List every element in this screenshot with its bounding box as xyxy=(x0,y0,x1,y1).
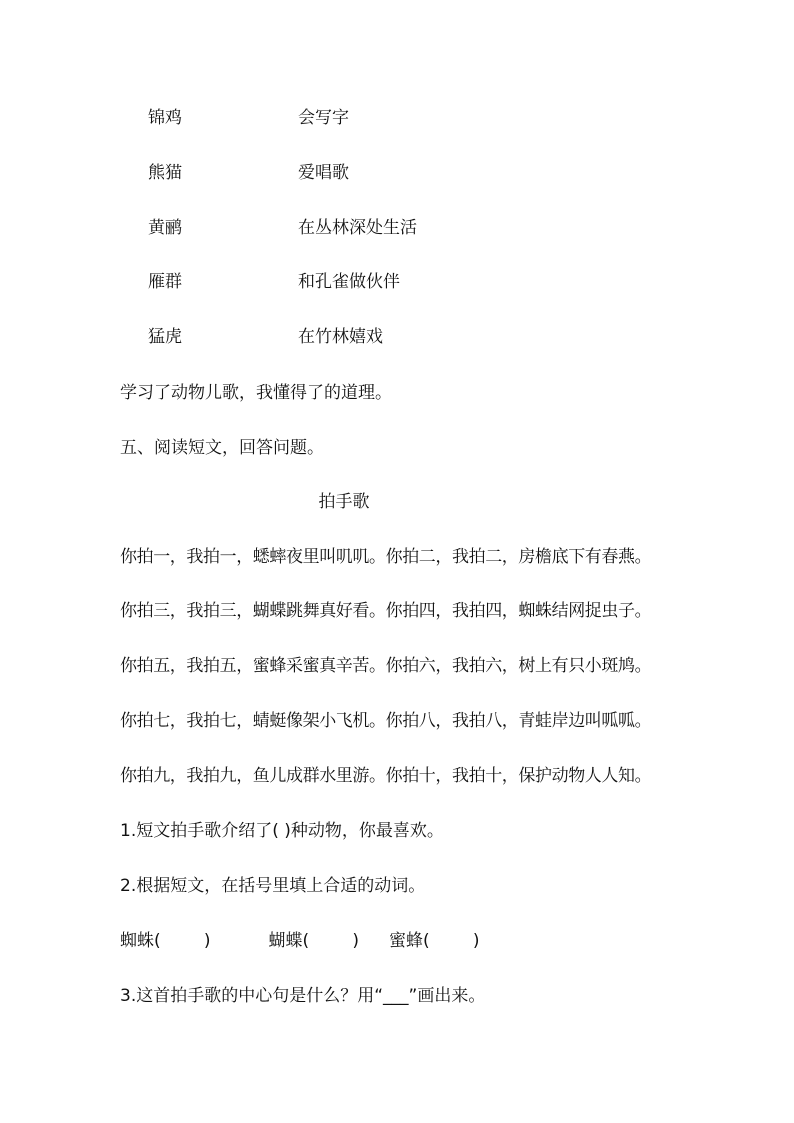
poem-line-4: 你拍七，我拍七，蜻蜓像架小飞机。你拍八，我拍八，青蛙岸边叫呱呱。 xyxy=(120,711,652,731)
match-left-3: 黄鹂 xyxy=(148,218,182,238)
summary-line: 学习了动物儿歌，我懂得了的道理。 xyxy=(120,383,392,403)
match-right-2: 爱唱歌 xyxy=(298,163,349,183)
poem-line-3: 你拍五，我拍五，蜜蜂采蜜真辛苦。你拍六，我拍六，树上有只小斑鸠。 xyxy=(120,656,652,676)
fill-spider: 蜘蛛( ) xyxy=(120,931,211,951)
match-left-5: 猛虎 xyxy=(148,327,182,347)
match-right-4: 和孔雀做伙伴 xyxy=(298,272,400,292)
fill-bee: 蜜蜂( ) xyxy=(389,931,480,951)
poem-line-2: 你拍三，我拍三，蝴蝶跳舞真好看。你拍四，我拍四，蜘蛛结网捉虫子。 xyxy=(120,601,652,621)
match-left-2: 熊猫 xyxy=(148,163,182,183)
poem-title: 拍手歌 xyxy=(318,492,370,512)
question-3: 3.这首拍手歌的中心句是什么？用“___”画出来。 xyxy=(120,986,486,1006)
fill-butterfly: 蝴蝶( ) xyxy=(268,931,359,951)
question-1: 1.短文拍手歌介绍了( )种动物，你最喜欢。 xyxy=(120,821,444,841)
match-right-5: 在竹林嬉戏 xyxy=(298,327,383,347)
match-right-3: 在丛林深处生活 xyxy=(298,218,417,238)
match-left-1: 锦鸡 xyxy=(148,108,182,128)
match-left-4: 雁群 xyxy=(148,272,182,292)
match-right-1: 会写字 xyxy=(298,108,349,128)
poem-line-1: 你拍一，我拍一，蟋蟀夜里叫叽叽。你拍二，我拍二，房檐底下有春燕。 xyxy=(120,547,652,567)
poem-line-5: 你拍九，我拍九，鱼儿成群水里游。你拍十，我拍十，保护动物人人知。 xyxy=(120,766,652,786)
section-five-heading: 五、阅读短文，回答问题。 xyxy=(120,438,324,458)
question-2-fill-row xyxy=(120,931,480,951)
question-2: 2.根据短文，在括号里填上合适的动词。 xyxy=(120,876,426,896)
